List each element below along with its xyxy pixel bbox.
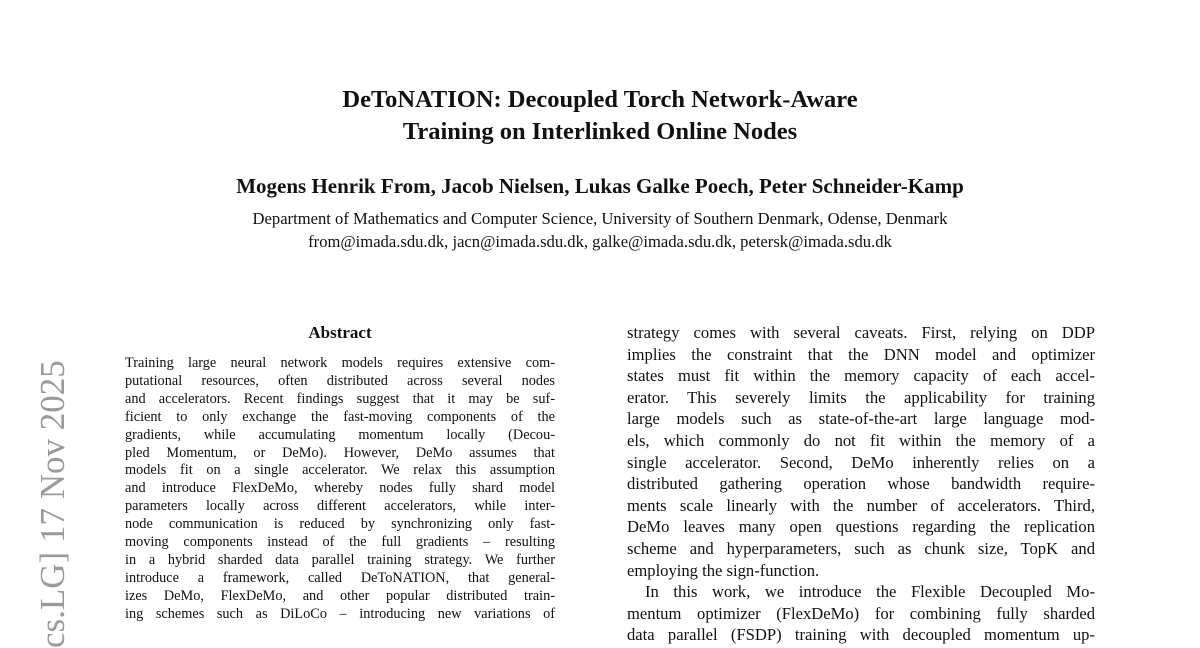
body-line: data parallel (FSDP) training with decoupled momentum up- <box>627 625 1095 645</box>
body-line: strategy comes with several caveats. First, relying on DDP <box>627 323 1095 342</box>
abstract-line: Training large neural network models requires extensive com- <box>125 355 555 371</box>
abstract-line: and accelerators. Recent findings suggest that it may be suf- <box>125 390 555 407</box>
paragraph <box>627 581 1095 646</box>
body-line: large models such as state-of-the-art large language mod- <box>627 409 1095 429</box>
author-emails: from@imada.sdu.dk, jacn@imada.sdu.dk, galke@imada.sdu.dk, petersk@imada.sdu.dk <box>308 232 892 251</box>
abstract-line: models fit on a single accelerator. We relax this assumption <box>125 462 555 479</box>
abstract-heading: Abstract <box>308 323 372 342</box>
abstract-line: in a hybrid sharded data parallel training strategy. We further <box>125 551 555 568</box>
abstract-line: pled Momentum, or DeMo). However, DeMo assumes that <box>125 444 555 461</box>
arxiv-stamp: cs.LG] 17 Nov 2025 <box>33 360 72 648</box>
abstract-line: gradients, while accumulating momentum locally (Decou- <box>125 426 555 443</box>
abstract-line: node communication is reduced by synchronizing only fast- <box>125 516 555 533</box>
abstract-line: ficient to only exchange the fast-moving components of the <box>125 408 555 425</box>
body-line: single accelerator. Second, DeMo inherently relies on a <box>627 452 1095 472</box>
abstract-line: izes DeMo, FlexDeMo, and other popular distributed train- <box>125 587 555 604</box>
body-text-right-column <box>627 322 1095 646</box>
paper-title <box>0 84 1200 148</box>
body-line: mentum optimizer (FlexDeMo) for combining fully sharded <box>627 603 1095 623</box>
abstract-line: moving components instead of the full gradients – resulting <box>125 534 555 551</box>
abstract-text <box>125 355 555 624</box>
body-line: In this work, we introduce the Flexible Decoupled Mo- <box>645 582 1095 602</box>
body-line: els, which commonly do not fit within the memory of a <box>627 430 1095 450</box>
body-line: distributed gathering operation whose bandwidth require- <box>627 474 1095 494</box>
affiliation-block <box>0 207 1200 253</box>
body-line: employing the sign-function. <box>627 560 820 580</box>
abstract-line: parameters locally across different accelerators, while inter- <box>125 498 555 515</box>
body-line: implies the constraint that the DNN model and optimizer <box>627 344 1095 364</box>
abstract-line: putational resources, often distributed across several nodes <box>125 372 555 389</box>
title-line: DeToNATION: Decoupled Torch Network-Aware <box>342 86 858 113</box>
body-line: ments scale linearly with the number of accelerators. Third, <box>627 495 1095 515</box>
paragraph <box>627 322 1095 581</box>
abstract-line: introduce a framework, called DeToNATION, that general- <box>125 569 555 586</box>
abstract-line: and introduce FlexDeMo, whereby nodes fully shard model <box>125 480 555 497</box>
body-line: DeMo leaves many open questions regarding the replication <box>627 517 1095 537</box>
affiliation: Department of Mathematics and Computer Science, University of Southern Denmark, Odense, Denmark <box>252 209 948 228</box>
body-line: erator. This severely limits the applicability for training <box>627 387 1095 407</box>
author-list: Mogens Henrik From, Jacob Nielsen, Lukas Galke Poech, Peter Schneider-Kamp <box>236 174 964 198</box>
title-line: Training on Interlinked Online Nodes <box>402 118 798 145</box>
abstract-line: ing schemes such as DiLoCo – introducing new variations of <box>125 605 555 622</box>
body-line: scheme and hyperparameters, such as chunk size, TopK and <box>627 538 1095 558</box>
body-line: states must fit within the memory capacity of each accel- <box>627 366 1095 386</box>
